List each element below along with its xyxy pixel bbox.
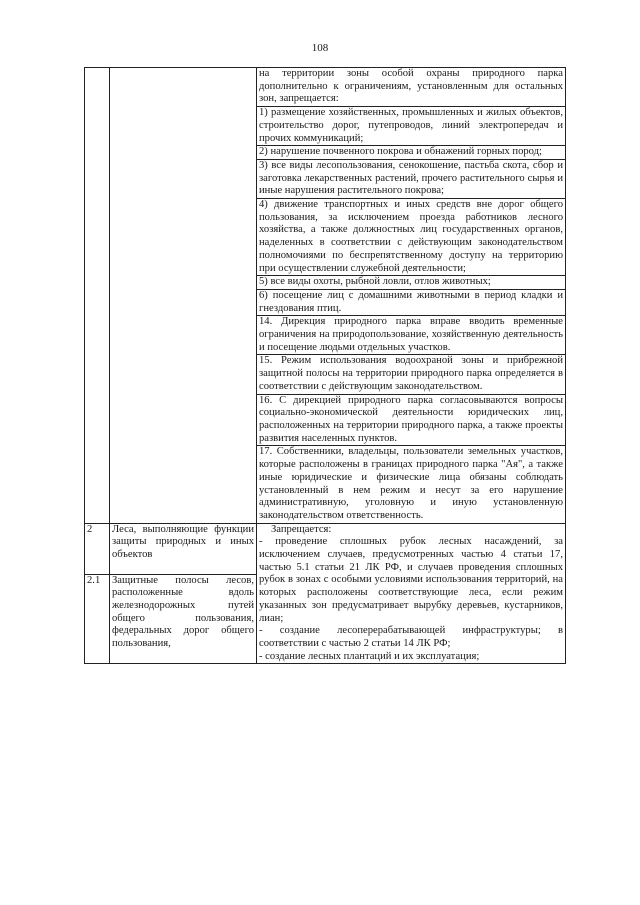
regime-cell bbox=[257, 523, 566, 664]
regulation-table bbox=[84, 67, 566, 664]
regime-paragraph: 5) все виды охоты, рыбной ловли, отлов животных; bbox=[257, 275, 565, 289]
zone-name: Леса, выполняющие функции защиты природных и иных объектов bbox=[112, 523, 254, 561]
regime-paragraph: 3) все виды лесопользования, сенокошение, пастьба скота, сбор и заготовка лекарственных растений, прочего растительного сырья и иные нарушения растительного покрова; bbox=[259, 159, 563, 197]
regime-paragraph: - создание лесных плантаций и их эксплуатация; bbox=[259, 650, 480, 662]
regime-cell bbox=[257, 68, 566, 524]
regime-paragraph: 16. С дирекцией природного парка согласовываются вопросы социально-экономической деятельности юридических лиц, расположенных на территории природного парка, а также проекты развития населенных пунктов. bbox=[259, 394, 563, 444]
zone-name-cell bbox=[110, 523, 257, 664]
regime-paragraph: 1) размещение хозяйственных, промышленных и жилых объектов, строительство дорог, путепроводов, линий электропередач и прочих коммуникаций; bbox=[259, 107, 563, 144]
regime-paragraph: на территории зоны особой охраны природного парка дополнительно к ограничениям, установленным для остальных зон, запрещается: bbox=[259, 68, 563, 105]
regime-paragraph: 17. Собственники, владельцы, пользователи земельных участков, которые расположены в границах природного парка "Ая", а также иные юридические и физические лица обязаны соблюдать установленный в нем режим и несут за его нарушение административную, уголовную и иную установленную законодательством ответственность. bbox=[259, 446, 563, 521]
page-number: 108 bbox=[311, 42, 329, 54]
row-number-cell bbox=[85, 523, 110, 664]
sub-row-number: 2.1 bbox=[85, 574, 109, 588]
table-row bbox=[85, 523, 566, 664]
zone-name-cell bbox=[110, 68, 257, 524]
regime-paragraph: 2) нарушение почвенного покрова и обнажений горных пород; bbox=[257, 145, 565, 159]
regime-paragraph: 15. Режим использования водоохраной зоны и прибрежной защитной полосы на территории природного парка определяется в соответствии с действующим законодательством. bbox=[259, 355, 563, 392]
regime-paragraph: 4) движение транспортных и иных средств вне дорог общего пользования, за исключением проезда работников лесного хозяйства, а также должностных лиц государственных органов, наделенных в соответствии с действующим законодательством полномочиями по беспрепятственному доступу на территорию при осуществлении служебной деятельности; bbox=[259, 199, 563, 274]
table-row bbox=[85, 68, 566, 524]
row-number: 2 bbox=[87, 523, 93, 535]
regime-paragraph: 6) посещение лиц с домашними животными в период кладки и гнездования птиц. bbox=[259, 289, 563, 314]
regime-paragraph: Запрещается: bbox=[271, 523, 332, 535]
regime-paragraph: - проведение сплошных рубок лесных насаждений, за исключением случаев, предусмотренных частью 4 статьи 17, частью 5.1 статьи 21 ЛК РФ, и случаев проведения сплошных рубок в зонах с особыми условиями использования территорий, на которых расположены соответствующие леса, если режим указанных зон предусматривает вырубку деревьев, кустарников, лиан; bbox=[259, 536, 563, 624]
regime-paragraph: - создание лесоперерабатывающей инфраструктуры; в соответствии с частью 2 статьи 14 ЛК РФ; bbox=[259, 625, 563, 649]
regime-paragraph: 14. Дирекция природного парка вправе вводить временные ограничения на природопользование, хозяйственную деятельность и посещение людьми отдельных участков. bbox=[259, 316, 563, 353]
sub-zone-name: Защитные полосы лесов, расположенные вдоль железнодорожных путей общего пользования, федеральных дорог общего пользования, bbox=[112, 574, 254, 650]
row-number-cell bbox=[85, 68, 110, 524]
